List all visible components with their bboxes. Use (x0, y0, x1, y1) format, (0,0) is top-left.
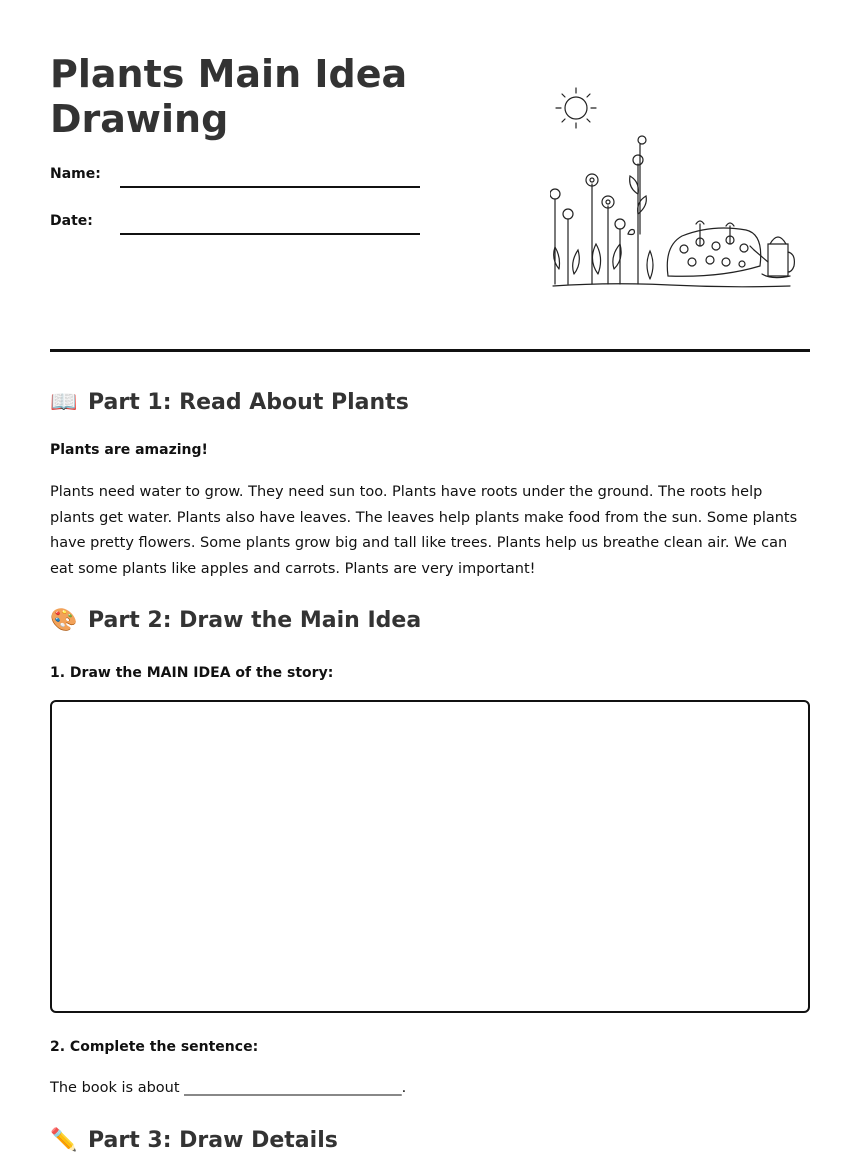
header-divider (50, 349, 810, 352)
question-2: 2. Complete the sentence: (50, 1039, 259, 1055)
part3-title: Part 3: Draw Details (88, 1128, 338, 1153)
passage-title: Plants are amazing! (50, 442, 208, 458)
part1-title: Part 1: Read About Plants (88, 390, 409, 415)
name-field (50, 166, 420, 182)
palette-icon: 🎨 (50, 608, 78, 633)
flower-bed-icon (667, 221, 760, 276)
page-title: Plants Main Idea Drawing (50, 52, 408, 141)
sentence-blank[interactable]: The book is about ______________________________. (50, 1080, 407, 1096)
part2-title: Part 2: Draw the Main Idea (88, 608, 422, 633)
date-field (50, 213, 420, 229)
part1-heading (50, 390, 409, 415)
open-book-icon: 📖 (50, 390, 78, 415)
garden-illustration (550, 84, 800, 294)
pencil-icon: ✏️ (50, 1128, 78, 1153)
sun-icon (556, 88, 596, 128)
date-label: Date: (50, 213, 93, 229)
name-label: Name: (50, 166, 101, 182)
part3-heading (50, 1128, 338, 1153)
date-line[interactable] (120, 219, 420, 235)
part2-heading (50, 608, 421, 633)
question-1: 1. Draw the MAIN IDEA of the story: (50, 665, 334, 681)
flower-icon (550, 136, 653, 284)
drawing-box[interactable] (50, 700, 810, 1013)
name-line[interactable] (120, 172, 420, 188)
watering-can-icon (750, 237, 794, 278)
reading-passage: Plants need water to grow. They need sun too. Plants have roots under the ground. The roots help plants get water. Plants also have leaves. The leaves help plants make food from the sun. Some plants have pretty flowers. Some plants grow big and tall like trees. Plants help us breathe clean air. We can eat some plants like apples and carrots. Plants are very important! (50, 484, 798, 577)
